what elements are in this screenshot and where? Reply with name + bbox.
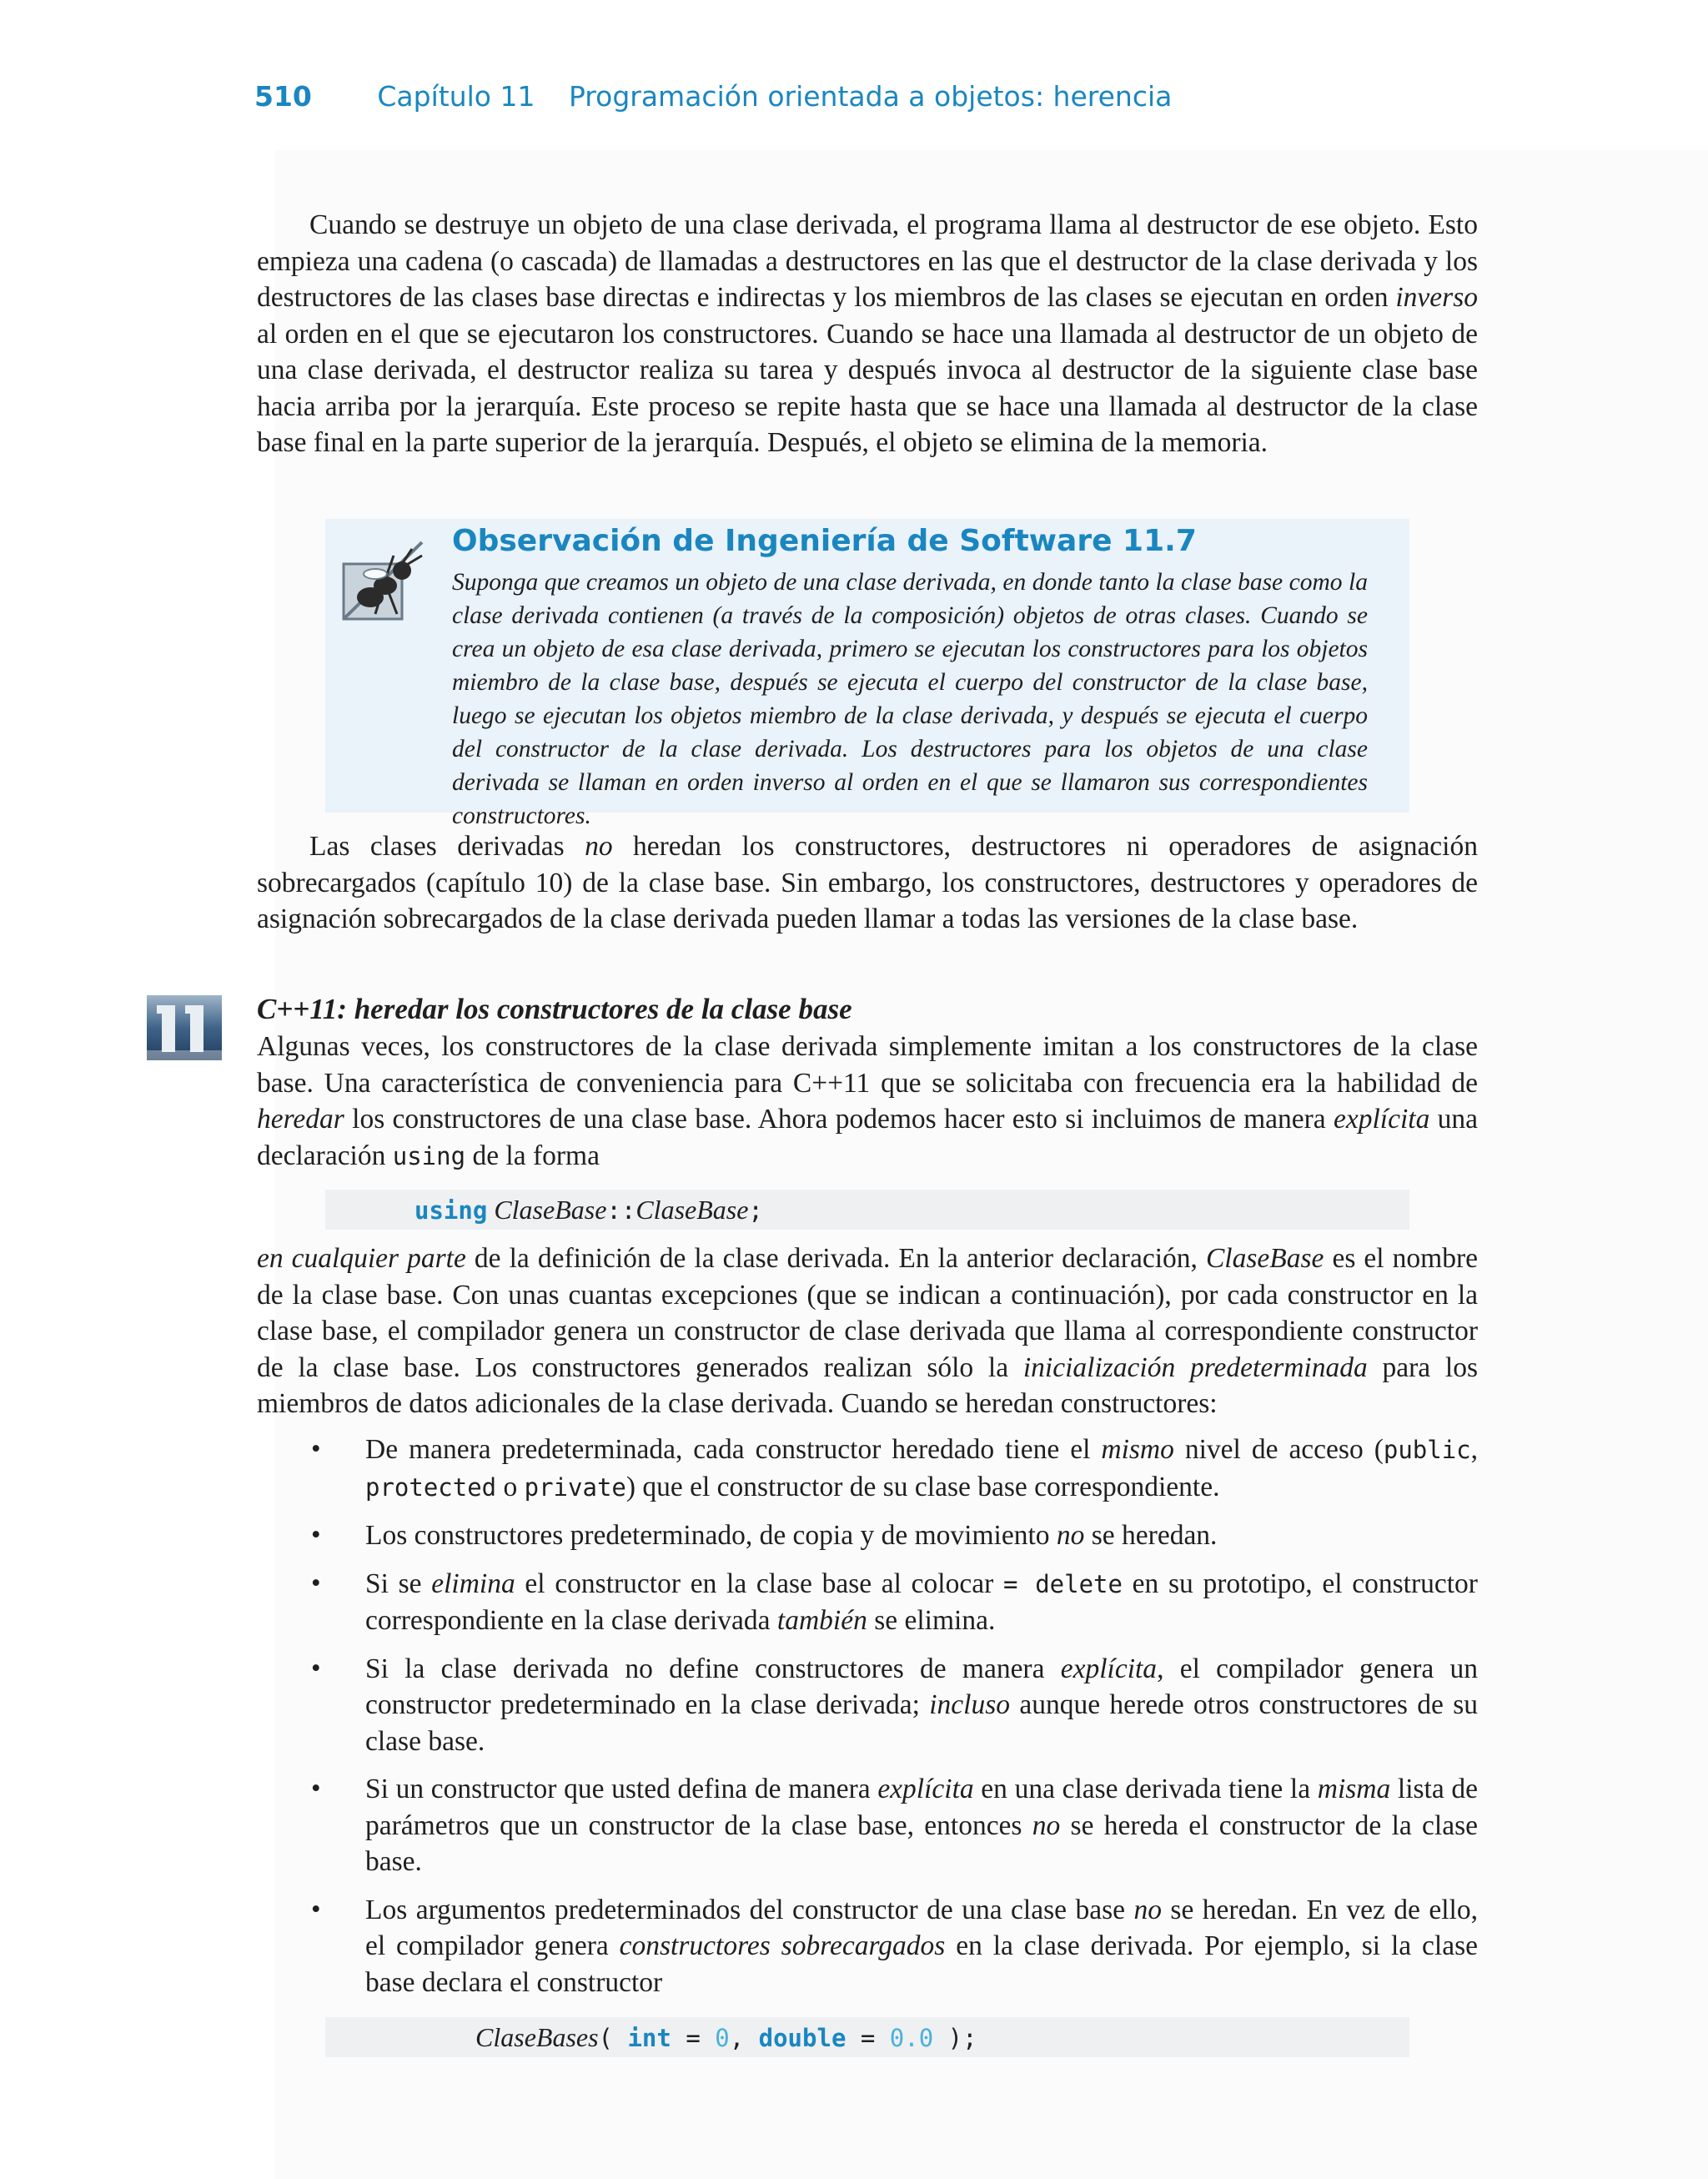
list-item: • Si un constructor que usted defina de manera explícita en una clase derivada tiene la misma lista de parámetros que un constructor de la clase base, entonces no se hereda el constructor de la clase base.	[311, 1774, 1478, 1877]
code-using-declaration: using ClaseBase::ClaseBase;	[325, 1190, 1409, 1230]
software-engineering-observation	[325, 519, 1409, 829]
running-header	[254, 80, 1172, 113]
chapter-label: Capítulo 11	[377, 80, 535, 113]
list-item: • Los argumentos predeterminados del constructor de una clase base no se heredan. En vez de ello, el compilador genera constructores sobrecargados en la clase derivada. Por ejemplo, si la clase base declara el constructor	[311, 1894, 1479, 1998]
observation-title: Observación de Ingeniería de Software 11.7	[452, 524, 1197, 558]
paragraph-destructors: Cuando se destruye un objeto de una clase derivada, el programa llama al destructor de ese objeto. Esto empieza una cadena (o cascada) de llamadas a destructores en las que el destructor de la clase derivada y los destructores de las clases base directas e indirectas y los miembros de las clases se ejecutan en orden inverso al orden en el que se ejecutaron los constructores. Cuando se hace una llamada al destructor de un objeto de una clase derivada, el destructor realiza su tarea y después invoca al destructor de la siguiente clase base hacia arriba por la jerarquía. Este proceso se repite hasta que se hace una llamada al destructor de la clase base final en la parte superior de la jerarquía. Después, el objeto se elimina de la memoria.	[257, 209, 1478, 458]
list-item: • Si se elimina el constructor en la clase base al colocar = delete en su prototipo, el constructor correspondiente en la clase derivada también se elimina.	[311, 1568, 1478, 1636]
list-item: • Los constructores predeterminado, de copia y de movimiento no se heredan.	[311, 1520, 1218, 1551]
paragraph-inherit-intro: Algunas veces, los constructores de la clase derivada simplemente imitan a los constructores de la clase base. Una característica de conveniencia para C++11 que se solicitaba con frecuencia era la habilidad de heredar los constructores de una clase base. Ahora podemos hacer esto si incluimos de manera explícita una declaración using de la forma	[257, 1031, 1479, 1171]
paragraph-not-inherited: Las clases derivadas no heredan los constructores, destructores ni operadores de asignación sobrecargados (capítulo 10) de la clase base. Sin embargo, los constructores, destructores y operadores de asignación sobrecargados de la clase derivada pueden llamar a todas las versiones de la clase base.	[257, 831, 1478, 934]
list-item: • De manera predeterminada, cada constructor heredado tiene el mismo nivel de acceso (public, protected o private) que el constructor de su clase base correspondiente.	[311, 1434, 1478, 1502]
page-number: 510	[254, 80, 312, 113]
observation-text: Suponga que creamos un objeto de una clase derivada, en donde tanto la clase base como la clase derivada contienen (a través de la composición) objetos de otras clases. Cuando se crea un objeto de esa clase derivada, primero se ejecutan los constructores para los objetos miembro de la clase base, después se ejecuta el cuerpo del constructor de la clase base, luego se ejecutan los objetos miembro de la clase derivada, y después se ejecuta el cuerpo del constructor de la clase derivada. Los destructores para los objetos de una clase derivada se llaman en orden inverso al orden en el que se llamaron sus correspondientes constructores.	[452, 569, 1368, 829]
section-heading: C++11: heredar los constructores de la clase base	[257, 993, 852, 1025]
chapter-title: Programación orientada a objetos: herencia	[568, 80, 1173, 113]
code-constructor-declaration: ClaseBases( int = 0, double = 0.0 );	[325, 2017, 1409, 2057]
inheritance-rules-list	[257, 1432, 1478, 2000]
paragraph-anywhere: en cualquier parte de la definición de la clase derivada. En la anterior declaración, ClaseBase es el nombre de la clase base. Con unas cuantas excepciones (que se indican a continuación), por cada constructor en la clase base, el compilador genera un constructor de clase derivada que llama al correspondiente constructor de la clase base. Los constructores generados realizan sólo la inicialización predeterminada para los miembros de datos adicionales de la clase derivada. Cuando se heredan constructores:	[257, 1243, 1478, 1419]
list-item: • Si la clase derivada no define constructores de manera explícita, el compilador genera un constructor predeterminado en la clase derivada; incluso aunque herede otros constructores de su clase base.	[311, 1653, 1478, 1757]
ant-icon	[342, 539, 432, 621]
cpp11-badge-icon	[147, 995, 222, 1060]
